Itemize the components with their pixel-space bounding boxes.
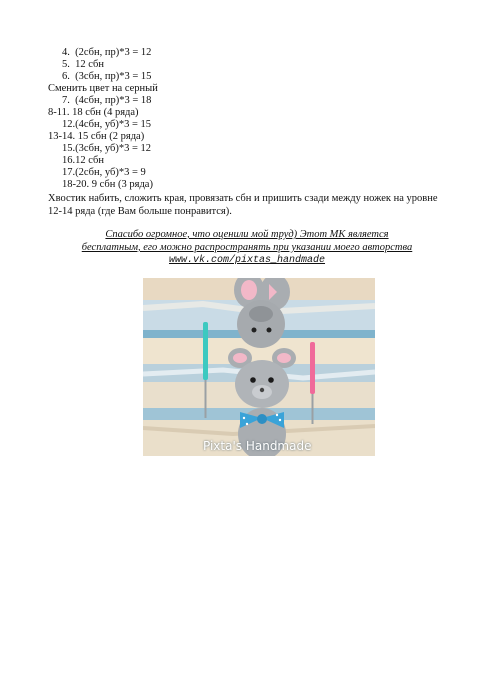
author-link[interactable]: www.vk.com/pixtas_handmade xyxy=(168,255,326,266)
row-4 xyxy=(62,47,151,59)
thanks-line-1: Спасибо огромное, что оценили мой труд) Этот МК является xyxy=(105,229,389,240)
row-17 xyxy=(62,167,146,179)
row-number: 15. xyxy=(62,143,76,154)
teal-hook xyxy=(203,322,208,380)
row-text: (4сбн, уб)*3 = 15 xyxy=(75,119,151,130)
row-8-11 xyxy=(48,107,139,119)
row-number: 7. xyxy=(62,95,70,106)
toy-photo xyxy=(143,278,375,456)
row-number: 6. xyxy=(62,71,70,82)
row-number: 16. xyxy=(62,155,76,166)
row-number: 12. xyxy=(62,119,76,130)
row-12 xyxy=(62,119,151,131)
tail-instruction: Хвостик набить, сложить края, провязать сбн и пришить сзади между ножек на уровне 12-14 ряда (где Вам больше понравится). xyxy=(48,193,438,217)
row-number: 17. xyxy=(62,167,76,178)
row-text: 12 сбн xyxy=(75,155,104,166)
row-text: 8-11. 18 сбн (4 ряда) xyxy=(48,107,139,118)
toy-photo-illustration xyxy=(143,278,375,456)
row-number: 4. xyxy=(62,47,70,58)
row-text: Сменить цвет на серный xyxy=(48,83,158,94)
row-number: 5. xyxy=(62,59,70,70)
row-18-20 xyxy=(62,179,153,191)
row-text: (4сбн, пр)*3 = 18 xyxy=(75,95,152,106)
row-15 xyxy=(62,143,151,155)
row-5 xyxy=(62,59,104,71)
row-text: (2сбн, уб)*3 = 9 xyxy=(75,167,146,178)
thanks-note xyxy=(60,228,434,267)
row-text: (2сбн, пр)*3 = 12 xyxy=(75,47,152,58)
row-6 xyxy=(62,71,151,83)
row-text: 12 сбн xyxy=(75,59,104,70)
color-change-note xyxy=(48,83,158,95)
row-text: (3сбн, пр)*3 = 15 xyxy=(75,71,152,82)
pink-hook xyxy=(310,342,315,394)
thanks-line-2: бесплатным, его можно распространять при указании моего авторства xyxy=(81,242,413,253)
row-text: 13-14. 15 сбн (2 ряда) xyxy=(48,131,145,142)
row-13-14 xyxy=(48,131,144,143)
photo-watermark: Pixta's Handmade xyxy=(203,439,312,453)
row-text: 18-20. 9 сбн (3 ряда) xyxy=(62,179,153,190)
row-7 xyxy=(62,95,151,107)
row-16 xyxy=(62,155,104,167)
row-text: (3сбн, уб)*3 = 12 xyxy=(75,143,151,154)
